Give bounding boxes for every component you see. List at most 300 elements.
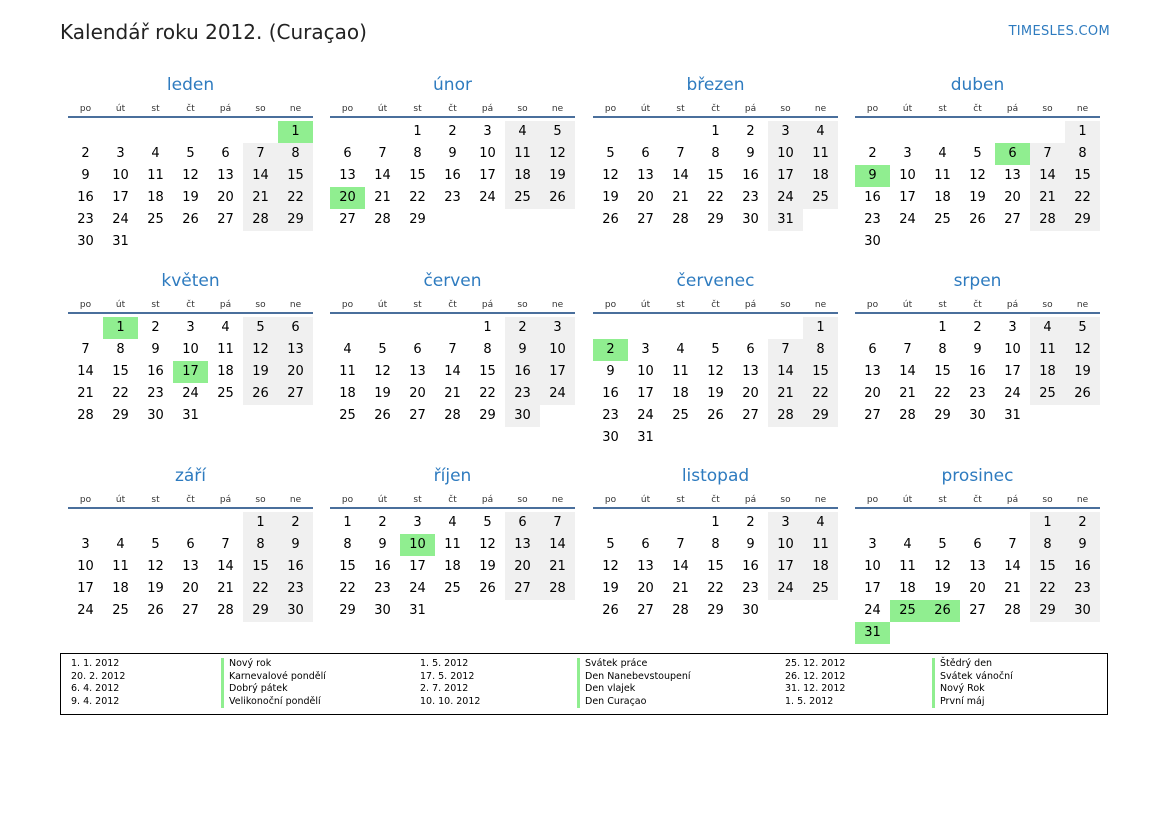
day-cell[interactable]: 21 bbox=[540, 556, 575, 578]
day-cell[interactable]: 19 bbox=[182, 190, 199, 205]
day-cell[interactable]: 1 bbox=[483, 320, 492, 335]
day-cell[interactable]: 2 bbox=[81, 146, 90, 161]
day-cell[interactable]: 5 bbox=[1065, 317, 1100, 339]
day-cell[interactable]: 26 bbox=[969, 212, 986, 227]
day-cell[interactable]: 5 bbox=[243, 317, 278, 339]
day-cell[interactable]: 16 bbox=[505, 361, 540, 383]
day-cell[interactable]: 19 bbox=[374, 386, 391, 401]
day-cell[interactable]: 4 bbox=[448, 515, 457, 530]
day-cell[interactable]: 7 bbox=[243, 143, 278, 165]
day-cell[interactable]: 3 bbox=[768, 121, 803, 143]
day-cell[interactable]: 7 bbox=[221, 537, 230, 552]
day-cell[interactable]: 16 bbox=[374, 559, 391, 574]
day-cell[interactable]: 15 bbox=[278, 165, 313, 187]
day-cell[interactable]: 30 bbox=[278, 600, 313, 622]
day-cell[interactable]: 9 bbox=[278, 534, 313, 556]
day-cell[interactable]: 14 bbox=[243, 165, 278, 187]
day-cell[interactable]: 24 bbox=[1004, 386, 1021, 401]
day-cell[interactable]: 14 bbox=[672, 559, 689, 574]
day-cell[interactable]: 26 bbox=[707, 408, 724, 423]
day-cell[interactable]: 25 bbox=[147, 212, 164, 227]
day-cell[interactable]: 28 bbox=[374, 212, 391, 227]
day-cell[interactable]: 23 bbox=[77, 212, 94, 227]
day-cell[interactable]: 6 bbox=[973, 537, 982, 552]
day-cell[interactable]: 7 bbox=[676, 537, 685, 552]
day-cell[interactable]: 3 bbox=[81, 537, 90, 552]
day-cell[interactable]: 7 bbox=[448, 342, 457, 357]
day-cell[interactable]: 5 bbox=[378, 342, 387, 357]
day-cell[interactable]: 6 bbox=[343, 146, 352, 161]
day-cell[interactable]: 22 bbox=[479, 386, 496, 401]
day-cell[interactable]: 24 bbox=[864, 603, 881, 618]
holiday-day-cell[interactable]: 1 bbox=[103, 317, 138, 339]
day-cell[interactable]: 25 bbox=[217, 386, 234, 401]
day-cell[interactable]: 15 bbox=[339, 559, 356, 574]
day-cell[interactable]: 15 bbox=[707, 168, 724, 183]
day-cell[interactable]: 8 bbox=[243, 534, 278, 556]
day-cell[interactable]: 11 bbox=[505, 143, 540, 165]
day-cell[interactable]: 22 bbox=[243, 578, 278, 600]
day-cell[interactable]: 8 bbox=[711, 537, 720, 552]
day-cell[interactable]: 1 bbox=[343, 515, 352, 530]
holiday-day-cell[interactable]: 31 bbox=[855, 622, 890, 644]
day-cell[interactable]: 29 bbox=[1030, 600, 1065, 622]
day-cell[interactable]: 12 bbox=[479, 537, 496, 552]
day-cell[interactable]: 27 bbox=[742, 408, 759, 423]
day-cell[interactable]: 29 bbox=[707, 212, 724, 227]
day-cell[interactable]: 15 bbox=[112, 364, 129, 379]
day-cell[interactable]: 30 bbox=[742, 603, 759, 618]
day-cell[interactable]: 14 bbox=[217, 559, 234, 574]
day-cell[interactable]: 27 bbox=[864, 408, 881, 423]
day-cell[interactable]: 14 bbox=[77, 364, 94, 379]
day-cell[interactable]: 10 bbox=[768, 534, 803, 556]
day-cell[interactable]: 29 bbox=[243, 600, 278, 622]
day-cell[interactable]: 30 bbox=[147, 408, 164, 423]
day-cell[interactable]: 1 bbox=[1030, 512, 1065, 534]
brand-link[interactable]: TIMESLES.COM bbox=[1008, 24, 1110, 39]
day-cell[interactable]: 12 bbox=[969, 168, 986, 183]
day-cell[interactable]: 30 bbox=[602, 430, 619, 445]
day-cell[interactable]: 31 bbox=[1004, 408, 1021, 423]
day-cell[interactable]: 3 bbox=[641, 342, 650, 357]
day-cell[interactable]: 15 bbox=[1065, 165, 1100, 187]
day-cell[interactable]: 2 bbox=[746, 124, 755, 139]
day-cell[interactable]: 23 bbox=[444, 190, 461, 205]
day-cell[interactable]: 20 bbox=[1004, 190, 1021, 205]
day-cell[interactable]: 21 bbox=[1030, 187, 1065, 209]
day-cell[interactable]: 12 bbox=[602, 559, 619, 574]
day-cell[interactable]: 7 bbox=[1030, 143, 1065, 165]
day-cell[interactable]: 11 bbox=[147, 168, 164, 183]
day-cell[interactable]: 13 bbox=[278, 339, 313, 361]
day-cell[interactable]: 31 bbox=[637, 430, 654, 445]
day-cell[interactable]: 1 bbox=[803, 317, 838, 339]
day-cell[interactable]: 7 bbox=[768, 339, 803, 361]
day-cell[interactable]: 19 bbox=[243, 361, 278, 383]
day-cell[interactable]: 12 bbox=[602, 168, 619, 183]
day-cell[interactable]: 2 bbox=[448, 124, 457, 139]
day-cell[interactable]: 15 bbox=[934, 364, 951, 379]
day-cell[interactable]: 8 bbox=[803, 339, 838, 361]
holiday-day-cell[interactable]: 20 bbox=[330, 187, 365, 209]
day-cell[interactable]: 3 bbox=[1008, 320, 1017, 335]
day-cell[interactable]: 22 bbox=[409, 190, 426, 205]
day-cell[interactable]: 2 bbox=[378, 515, 387, 530]
day-cell[interactable]: 12 bbox=[243, 339, 278, 361]
day-cell[interactable]: 16 bbox=[742, 168, 759, 183]
day-cell[interactable]: 10 bbox=[768, 143, 803, 165]
day-cell[interactable]: 2 bbox=[151, 320, 160, 335]
day-cell[interactable]: 23 bbox=[374, 581, 391, 596]
day-cell[interactable]: 28 bbox=[768, 405, 803, 427]
day-cell[interactable]: 27 bbox=[637, 603, 654, 618]
day-cell[interactable]: 24 bbox=[112, 212, 129, 227]
day-cell[interactable]: 22 bbox=[707, 581, 724, 596]
day-cell[interactable]: 31 bbox=[409, 603, 426, 618]
day-cell[interactable]: 19 bbox=[934, 581, 951, 596]
day-cell[interactable]: 6 bbox=[641, 146, 650, 161]
day-cell[interactable]: 5 bbox=[186, 146, 195, 161]
day-cell[interactable]: 29 bbox=[339, 603, 356, 618]
day-cell[interactable]: 30 bbox=[864, 234, 881, 249]
day-cell[interactable]: 1 bbox=[711, 124, 720, 139]
day-cell[interactable]: 24 bbox=[182, 386, 199, 401]
day-cell[interactable]: 11 bbox=[934, 168, 951, 183]
day-cell[interactable]: 29 bbox=[409, 212, 426, 227]
day-cell[interactable]: 16 bbox=[444, 168, 461, 183]
day-cell[interactable]: 18 bbox=[899, 581, 916, 596]
day-cell[interactable]: 27 bbox=[339, 212, 356, 227]
day-cell[interactable]: 18 bbox=[217, 364, 234, 379]
day-cell[interactable]: 24 bbox=[899, 212, 916, 227]
day-cell[interactable]: 28 bbox=[444, 408, 461, 423]
day-cell[interactable]: 3 bbox=[868, 537, 877, 552]
day-cell[interactable]: 22 bbox=[707, 190, 724, 205]
day-cell[interactable]: 25 bbox=[1030, 383, 1065, 405]
day-cell[interactable]: 21 bbox=[374, 190, 391, 205]
day-cell[interactable]: 3 bbox=[186, 320, 195, 335]
day-cell[interactable]: 25 bbox=[934, 212, 951, 227]
day-cell[interactable]: 21 bbox=[672, 581, 689, 596]
day-cell[interactable]: 13 bbox=[637, 559, 654, 574]
day-cell[interactable]: 15 bbox=[803, 361, 838, 383]
day-cell[interactable]: 21 bbox=[77, 386, 94, 401]
day-cell[interactable]: 5 bbox=[606, 146, 615, 161]
day-cell[interactable]: 26 bbox=[602, 603, 619, 618]
day-cell[interactable]: 10 bbox=[540, 339, 575, 361]
day-cell[interactable]: 13 bbox=[1004, 168, 1021, 183]
day-cell[interactable]: 4 bbox=[803, 512, 838, 534]
day-cell[interactable]: 17 bbox=[479, 168, 496, 183]
day-cell[interactable]: 17 bbox=[409, 559, 426, 574]
day-cell[interactable]: 4 bbox=[938, 146, 947, 161]
day-cell[interactable]: 28 bbox=[672, 212, 689, 227]
day-cell[interactable]: 22 bbox=[1030, 578, 1065, 600]
day-cell[interactable]: 3 bbox=[413, 515, 422, 530]
day-cell[interactable]: 3 bbox=[483, 124, 492, 139]
day-cell[interactable]: 8 bbox=[1030, 534, 1065, 556]
day-cell[interactable]: 7 bbox=[1008, 537, 1017, 552]
day-cell[interactable]: 8 bbox=[938, 342, 947, 357]
day-cell[interactable]: 17 bbox=[768, 556, 803, 578]
day-cell[interactable]: 25 bbox=[112, 603, 129, 618]
day-cell[interactable]: 21 bbox=[768, 383, 803, 405]
day-cell[interactable]: 24 bbox=[540, 383, 575, 405]
day-cell[interactable]: 17 bbox=[864, 581, 881, 596]
day-cell[interactable]: 17 bbox=[899, 190, 916, 205]
day-cell[interactable]: 30 bbox=[1065, 600, 1100, 622]
day-cell[interactable]: 7 bbox=[81, 342, 90, 357]
day-cell[interactable]: 16 bbox=[147, 364, 164, 379]
day-cell[interactable]: 1 bbox=[413, 124, 422, 139]
day-cell[interactable]: 2 bbox=[1065, 512, 1100, 534]
day-cell[interactable]: 3 bbox=[903, 146, 912, 161]
day-cell[interactable]: 4 bbox=[1030, 317, 1065, 339]
day-cell[interactable]: 11 bbox=[1030, 339, 1065, 361]
day-cell[interactable]: 5 bbox=[483, 515, 492, 530]
day-cell[interactable]: 10 bbox=[1004, 342, 1021, 357]
day-cell[interactable]: 15 bbox=[409, 168, 426, 183]
day-cell[interactable]: 7 bbox=[676, 146, 685, 161]
day-cell[interactable]: 29 bbox=[803, 405, 838, 427]
day-cell[interactable]: 14 bbox=[672, 168, 689, 183]
holiday-day-cell[interactable]: 26 bbox=[925, 600, 960, 622]
day-cell[interactable]: 20 bbox=[969, 581, 986, 596]
day-cell[interactable]: 19 bbox=[1065, 361, 1100, 383]
day-cell[interactable]: 28 bbox=[672, 603, 689, 618]
day-cell[interactable]: 20 bbox=[637, 581, 654, 596]
day-cell[interactable]: 11 bbox=[899, 559, 916, 574]
day-cell[interactable]: 6 bbox=[868, 342, 877, 357]
day-cell[interactable]: 21 bbox=[672, 190, 689, 205]
day-cell[interactable]: 8 bbox=[116, 342, 125, 357]
day-cell[interactable]: 4 bbox=[803, 121, 838, 143]
day-cell[interactable]: 12 bbox=[182, 168, 199, 183]
day-cell[interactable]: 5 bbox=[606, 537, 615, 552]
day-cell[interactable]: 10 bbox=[899, 168, 916, 183]
day-cell[interactable]: 23 bbox=[742, 190, 759, 205]
day-cell[interactable]: 13 bbox=[864, 364, 881, 379]
day-cell[interactable]: 30 bbox=[969, 408, 986, 423]
day-cell[interactable]: 18 bbox=[803, 556, 838, 578]
day-cell[interactable]: 4 bbox=[676, 342, 685, 357]
day-cell[interactable]: 4 bbox=[116, 537, 125, 552]
day-cell[interactable]: 12 bbox=[147, 559, 164, 574]
day-cell[interactable]: 20 bbox=[637, 190, 654, 205]
day-cell[interactable]: 16 bbox=[742, 559, 759, 574]
day-cell[interactable]: 9 bbox=[378, 537, 387, 552]
day-cell[interactable]: 22 bbox=[278, 187, 313, 209]
day-cell[interactable]: 16 bbox=[602, 386, 619, 401]
day-cell[interactable]: 5 bbox=[973, 146, 982, 161]
day-cell[interactable]: 20 bbox=[864, 386, 881, 401]
day-cell[interactable]: 21 bbox=[444, 386, 461, 401]
day-cell[interactable]: 11 bbox=[672, 364, 689, 379]
day-cell[interactable]: 26 bbox=[540, 187, 575, 209]
day-cell[interactable]: 4 bbox=[221, 320, 230, 335]
day-cell[interactable]: 28 bbox=[77, 408, 94, 423]
day-cell[interactable]: 9 bbox=[973, 342, 982, 357]
day-cell[interactable]: 18 bbox=[1030, 361, 1065, 383]
day-cell[interactable]: 13 bbox=[409, 364, 426, 379]
day-cell[interactable]: 18 bbox=[147, 190, 164, 205]
day-cell[interactable]: 3 bbox=[116, 146, 125, 161]
day-cell[interactable]: 23 bbox=[278, 578, 313, 600]
day-cell[interactable]: 30 bbox=[374, 603, 391, 618]
day-cell[interactable]: 26 bbox=[147, 603, 164, 618]
day-cell[interactable]: 18 bbox=[505, 165, 540, 187]
day-cell[interactable]: 19 bbox=[479, 559, 496, 574]
day-cell[interactable]: 14 bbox=[444, 364, 461, 379]
day-cell[interactable]: 11 bbox=[339, 364, 356, 379]
day-cell[interactable]: 12 bbox=[934, 559, 951, 574]
day-cell[interactable]: 27 bbox=[1004, 212, 1021, 227]
day-cell[interactable]: 6 bbox=[278, 317, 313, 339]
day-cell[interactable]: 9 bbox=[746, 537, 755, 552]
day-cell[interactable]: 29 bbox=[934, 408, 951, 423]
day-cell[interactable]: 6 bbox=[413, 342, 422, 357]
day-cell[interactable]: 20 bbox=[217, 190, 234, 205]
day-cell[interactable]: 7 bbox=[378, 146, 387, 161]
day-cell[interactable]: 24 bbox=[768, 578, 803, 600]
day-cell[interactable]: 1 bbox=[711, 515, 720, 530]
day-cell[interactable]: 24 bbox=[77, 603, 94, 618]
day-cell[interactable]: 11 bbox=[803, 534, 838, 556]
day-cell[interactable]: 12 bbox=[1065, 339, 1100, 361]
day-cell[interactable]: 21 bbox=[1004, 581, 1021, 596]
day-cell[interactable]: 29 bbox=[1065, 209, 1100, 231]
day-cell[interactable]: 4 bbox=[505, 121, 540, 143]
day-cell[interactable]: 8 bbox=[413, 146, 422, 161]
day-cell[interactable]: 19 bbox=[707, 386, 724, 401]
day-cell[interactable]: 2 bbox=[868, 146, 877, 161]
day-cell[interactable]: 27 bbox=[637, 212, 654, 227]
day-cell[interactable]: 20 bbox=[182, 581, 199, 596]
day-cell[interactable]: 19 bbox=[540, 165, 575, 187]
day-cell[interactable]: 11 bbox=[803, 143, 838, 165]
day-cell[interactable]: 8 bbox=[711, 146, 720, 161]
day-cell[interactable]: 9 bbox=[151, 342, 160, 357]
day-cell[interactable]: 8 bbox=[278, 143, 313, 165]
day-cell[interactable]: 15 bbox=[1030, 556, 1065, 578]
day-cell[interactable]: 23 bbox=[1065, 578, 1100, 600]
day-cell[interactable]: 29 bbox=[112, 408, 129, 423]
day-cell[interactable]: 13 bbox=[217, 168, 234, 183]
day-cell[interactable]: 10 bbox=[112, 168, 129, 183]
day-cell[interactable]: 13 bbox=[969, 559, 986, 574]
day-cell[interactable]: 9 bbox=[746, 146, 755, 161]
day-cell[interactable]: 17 bbox=[77, 581, 94, 596]
day-cell[interactable]: 16 bbox=[1065, 556, 1100, 578]
day-cell[interactable]: 22 bbox=[934, 386, 951, 401]
day-cell[interactable]: 18 bbox=[803, 165, 838, 187]
day-cell[interactable]: 15 bbox=[707, 559, 724, 574]
day-cell[interactable]: 27 bbox=[969, 603, 986, 618]
day-cell[interactable]: 17 bbox=[768, 165, 803, 187]
day-cell[interactable]: 4 bbox=[903, 537, 912, 552]
day-cell[interactable]: 21 bbox=[217, 581, 234, 596]
day-cell[interactable]: 28 bbox=[243, 209, 278, 231]
day-cell[interactable]: 10 bbox=[479, 146, 496, 161]
day-cell[interactable]: 18 bbox=[339, 386, 356, 401]
holiday-day-cell[interactable]: 2 bbox=[593, 339, 628, 361]
day-cell[interactable]: 14 bbox=[540, 534, 575, 556]
day-cell[interactable]: 25 bbox=[505, 187, 540, 209]
day-cell[interactable]: 20 bbox=[409, 386, 426, 401]
day-cell[interactable]: 24 bbox=[479, 190, 496, 205]
day-cell[interactable]: 10 bbox=[864, 559, 881, 574]
day-cell[interactable]: 27 bbox=[182, 603, 199, 618]
day-cell[interactable]: 14 bbox=[1004, 559, 1021, 574]
day-cell[interactable]: 13 bbox=[742, 364, 759, 379]
day-cell[interactable]: 25 bbox=[672, 408, 689, 423]
day-cell[interactable]: 4 bbox=[151, 146, 160, 161]
day-cell[interactable]: 27 bbox=[409, 408, 426, 423]
day-cell[interactable]: 16 bbox=[77, 190, 94, 205]
day-cell[interactable]: 19 bbox=[969, 190, 986, 205]
day-cell[interactable]: 17 bbox=[540, 361, 575, 383]
day-cell[interactable]: 8 bbox=[483, 342, 492, 357]
day-cell[interactable]: 18 bbox=[672, 386, 689, 401]
day-cell[interactable]: 2 bbox=[505, 317, 540, 339]
day-cell[interactable]: 9 bbox=[505, 339, 540, 361]
day-cell[interactable]: 13 bbox=[182, 559, 199, 574]
day-cell[interactable]: 30 bbox=[742, 212, 759, 227]
holiday-day-cell[interactable]: 17 bbox=[173, 361, 208, 383]
day-cell[interactable]: 1 bbox=[1065, 121, 1100, 143]
day-cell[interactable]: 4 bbox=[343, 342, 352, 357]
day-cell[interactable]: 26 bbox=[243, 383, 278, 405]
day-cell[interactable]: 29 bbox=[278, 209, 313, 231]
day-cell[interactable]: 6 bbox=[186, 537, 195, 552]
day-cell[interactable]: 8 bbox=[343, 537, 352, 552]
day-cell[interactable]: 20 bbox=[742, 386, 759, 401]
day-cell[interactable]: 17 bbox=[637, 386, 654, 401]
day-cell[interactable]: 23 bbox=[602, 408, 619, 423]
day-cell[interactable]: 9 bbox=[1065, 534, 1100, 556]
day-cell[interactable]: 18 bbox=[112, 581, 129, 596]
day-cell[interactable]: 14 bbox=[768, 361, 803, 383]
day-cell[interactable]: 10 bbox=[182, 342, 199, 357]
day-cell[interactable]: 16 bbox=[969, 364, 986, 379]
day-cell[interactable]: 15 bbox=[243, 556, 278, 578]
day-cell[interactable]: 31 bbox=[112, 234, 129, 249]
day-cell[interactable]: 25 bbox=[444, 581, 461, 596]
day-cell[interactable]: 14 bbox=[1030, 165, 1065, 187]
day-cell[interactable]: 12 bbox=[374, 364, 391, 379]
day-cell[interactable]: 17 bbox=[1004, 364, 1021, 379]
day-cell[interactable]: 20 bbox=[505, 556, 540, 578]
day-cell[interactable]: 1 bbox=[243, 512, 278, 534]
day-cell[interactable]: 26 bbox=[602, 212, 619, 227]
holiday-day-cell[interactable]: 10 bbox=[400, 534, 435, 556]
day-cell[interactable]: 2 bbox=[746, 515, 755, 530]
day-cell[interactable]: 12 bbox=[540, 143, 575, 165]
day-cell[interactable]: 5 bbox=[711, 342, 720, 357]
day-cell[interactable]: 19 bbox=[602, 581, 619, 596]
holiday-day-cell[interactable]: 9 bbox=[855, 165, 890, 187]
day-cell[interactable]: 5 bbox=[938, 537, 947, 552]
day-cell[interactable]: 3 bbox=[540, 317, 575, 339]
day-cell[interactable]: 9 bbox=[606, 364, 615, 379]
holiday-day-cell[interactable]: 1 bbox=[278, 121, 313, 143]
day-cell[interactable]: 6 bbox=[505, 512, 540, 534]
day-cell[interactable]: 20 bbox=[278, 361, 313, 383]
day-cell[interactable]: 22 bbox=[1065, 187, 1100, 209]
day-cell[interactable]: 14 bbox=[374, 168, 391, 183]
day-cell[interactable]: 19 bbox=[147, 581, 164, 596]
